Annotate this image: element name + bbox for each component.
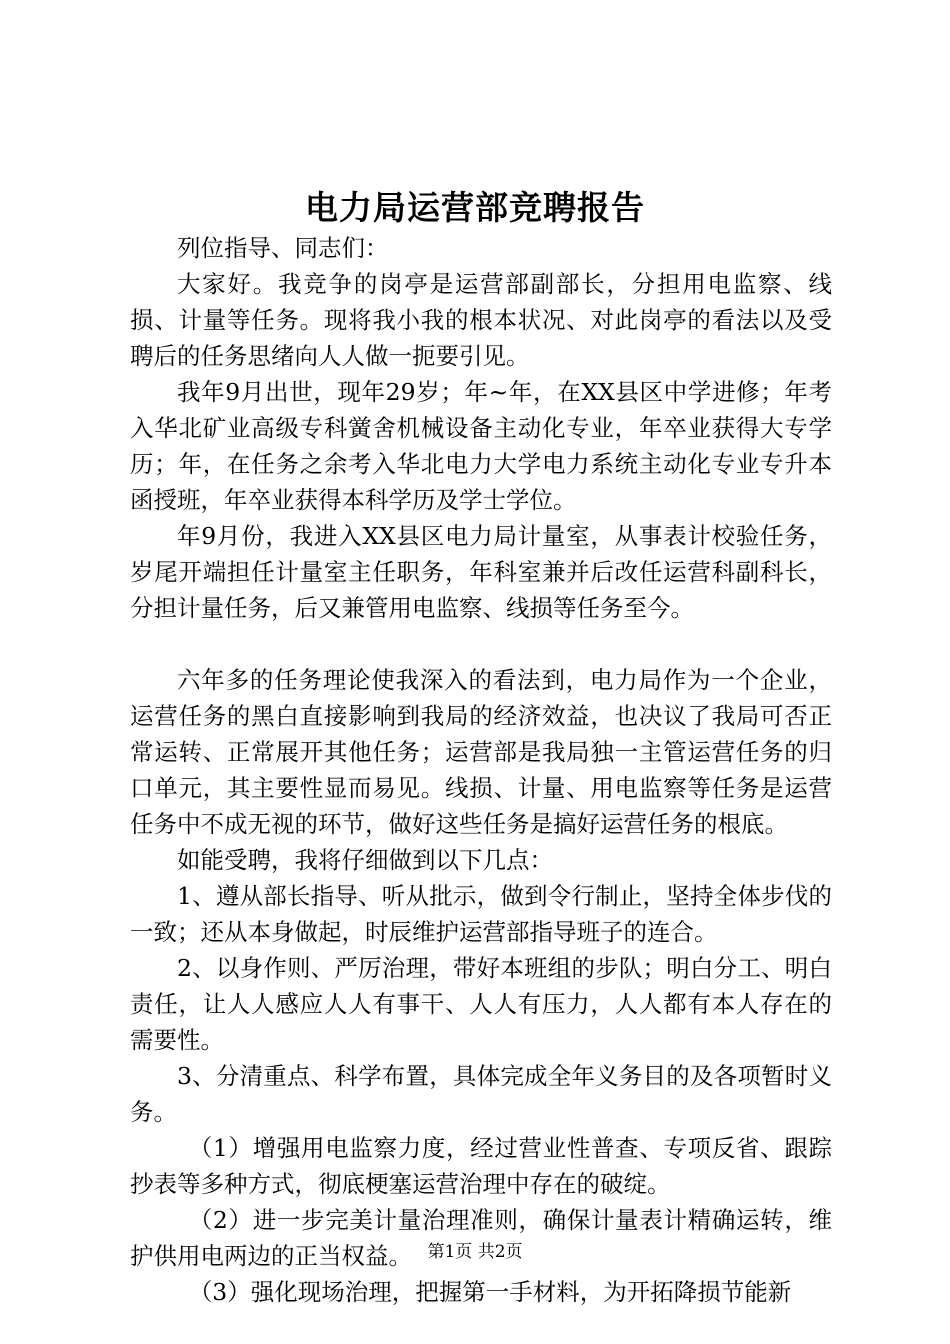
plan-subpoint-1: （1）增强用电监察力度，经过营业性普查、专项反省、跟踪抄表等多种方式，彻底梗塞运营治理中存在的破绽。 [130,1134,832,1198]
plan-point-3: 3、分清重点、科学布置，具体完成全年义务目的及各项暂时义务。 [130,1062,832,1126]
document-body [130,230,832,1310]
plan-point-2: 2、以身作则、严厉治理，带好本班组的步队；明白分工、明白责任，让人人感应人人有事干、人人有压力，人人都有本人存在的需要性。 [130,954,832,1054]
plan-intro-paragraph: 如能受聘，我将仔细做到以下几点： [177,846,553,874]
understanding-paragraph: 六年多的任务理论使我深入的看法到，电力局作为一个企业，运营任务的黑白直接影响到我局的经济效益，也决议了我局可否正常运转、正常展开其他任务；运营部是我局独一主管运营任务的归口单元，其主要性显而易见。线损、计量、用电监察等任务是运营任务中不成无视的环节，做好这些任务是搞好运营任务的根底。 [130,666,832,838]
salutation-paragraph: 列位指导、同志们： [177,234,389,262]
document-title: 电力局运营部竞聘报告 [305,188,645,227]
work-history-paragraph: 年9月份，我进入XX县区电力局计量室，从事表计校验任务，岁尾开端担任计量室主任职务，年科室兼并后改任运营科副科长，分担计量任务，后又兼管用电监察、线损等任务至今。 [130,522,832,622]
education-paragraph: 我年9月出世，现年29岁；年~年，在XX县区中学进修；年考入华北矿业高级专科黉舍机械设备主动化专业，年卒业获得大专学历；年，在任务之余考入华北电力大学电力系统主动化专业专升本函授班，年卒业获得本科学历及学士学位。 [130,378,832,514]
page-number-footer: 第1页 共2页 [427,1242,523,1262]
greeting-paragraph: 大家好。我竞争的岗亭是运营部副部长，分担用电监察、线损、计量等任务。现将我小我的根本状况、对此岗亭的看法以及受聘后的任务思绪向人人做一扼要引见。 [130,270,832,370]
plan-subpoint-3: （3）强化现场治理，把握第一手材料，为开拓降损节能新 [188,1278,792,1306]
plan-point-1: 1、遵从部长指导、听从批示，做到令行制止，坚持全体步伐的一致；还从本身做起，时辰维护运营部指导班子的连合。 [130,882,832,946]
plan-subpoint-2: （2）进一步完美计量治理准则，确保计量表计精确运转，维护供用电两边的正当权益。 [130,1206,832,1270]
